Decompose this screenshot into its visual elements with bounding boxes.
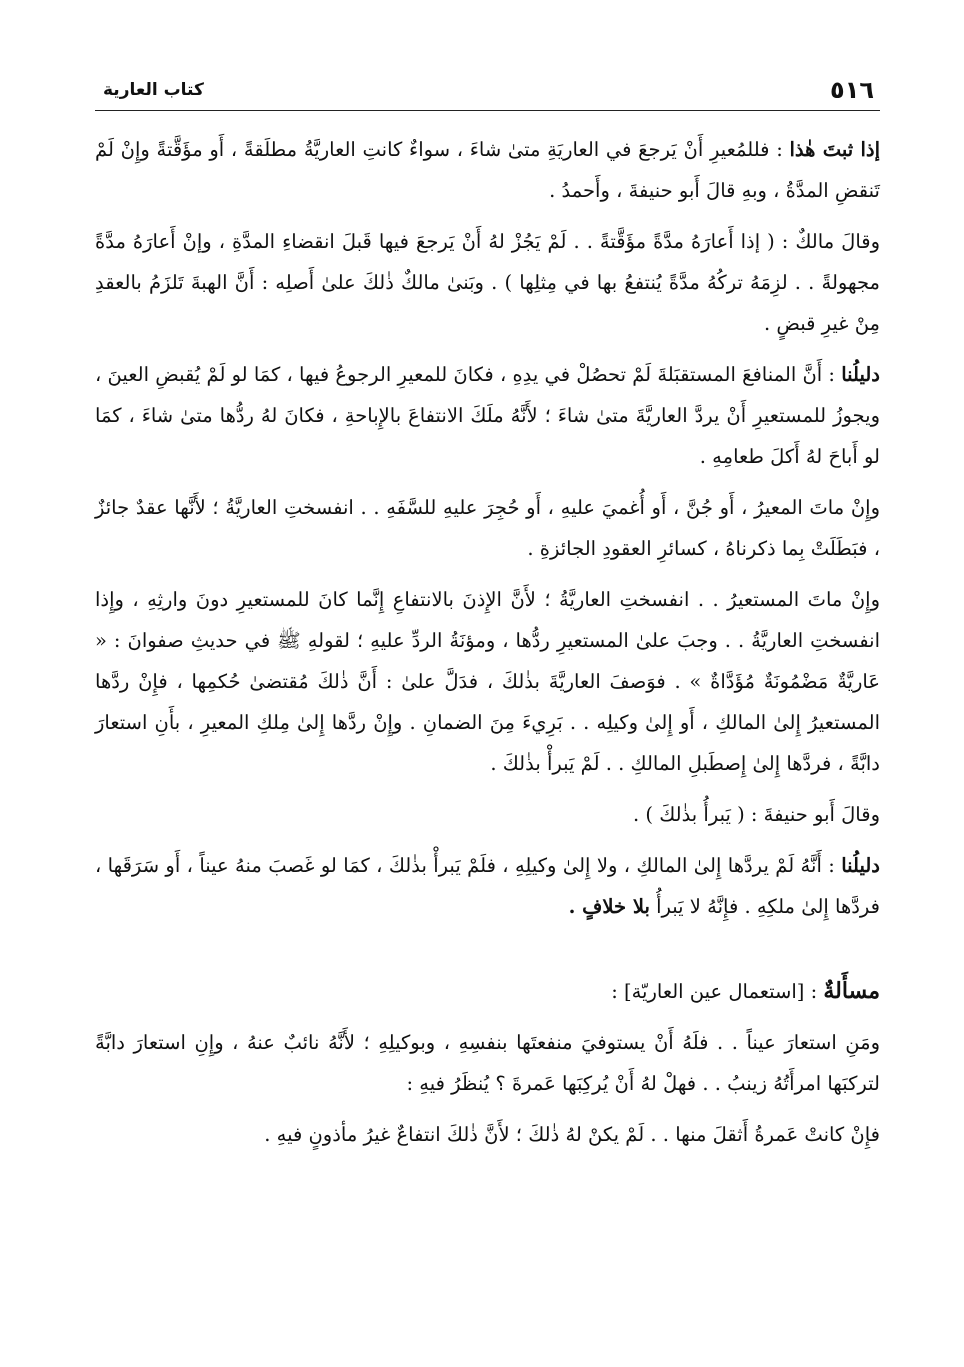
paragraph <box>95 354 880 477</box>
paragraph <box>95 794 880 835</box>
masala-title: : [استعمال عين العاريّة] : <box>611 980 824 1003</box>
running-title: كتاب العارية <box>103 80 204 100</box>
paragraph-text: فإِنْ كانتْ عَمرةُ أَثقلَ منها . . لَمْ يكنْ لهُ ذٰلكَ ؛ لأَنَّ ذٰلكَ انتفاعٌ غيرُ مأذونٍ فيهِ . <box>264 1123 880 1146</box>
paragraph <box>95 1114 880 1155</box>
paragraph <box>95 487 880 569</box>
paragraph-lead: دليلُنا <box>841 363 880 386</box>
paragraph-text: وإِنْ ماتَ المستعيرُ . . انفسختِ العاريَّةُ ؛ لأَنَّ الإِذنَ بالانتفاعِ إِنَّما كانَ للمستعيرِ دونَ وارثِهِ ، وإِذا انفسختِ العاريَّةُ . . وجبَ علىٰ المستعيرِ ردُّها ، ومؤنَةُ الردِّ عليهِ ؛ لقولهِ ﷺ في حديثِ صفوانَ : « عَاريَّةٌ مَضْمُونَةٌ مُؤَدَّاةٌ » . فوَصفَ العاريَّةَ بذٰلكَ ، فدَلَّ علىٰ : أَنَّ ذٰلكَ مُقتضىٰ حُكمِها ، فإِنْ ردَّها المستعيرُ إِلىٰ المالكِ ، أَو إِلىٰ وكيلِه . . بَرِيءَ مِنَ الضمانِ . وإِنْ ردَّها إِلىٰ مِلكِ المعيرِ ، بأَنِ استعارَ دابَّةً ، فردَّها إِلىٰ إِصطَبلِ المالكِ . . لَمْ يَبرأْ بذٰلكَ . <box>95 588 880 775</box>
paragraph-text: : أَنَّهُ لَمْ يردَّها إِلىٰ المالكِ ، ولا إِلىٰ وكيلِهِ ، فلَمْ يَبرأْ بذٰلكَ ، كمَا لو غَصبَ منهُ عيناً ، أَو سَرَقَها ، فردَّها إِلىٰ ملكِهِ . فإِنَّهُ لا يَبرأُ <box>95 854 880 918</box>
paragraph-lead: دليلُنا <box>841 854 880 877</box>
page-number: ٥١٦ <box>830 76 874 104</box>
page-body <box>95 111 880 1155</box>
paragraph-text: : أَنَّ المنافعَ المستقبَلةَ لَمْ تحصُلْ في يدِهِ ، فكانَ للمعيرِ الرجوعُ فيها ، كمَا لو لَمْ يُقبضِ العينَ ، ويجوزُ للمستعيرِ أَنْ يردَّ العاريَّةَ متىٰ شاءَ ؛ لأَنَّهُ ملَكَ الانتفاعَ بالإِباحةِ ، فكانَ لهُ ردُّها متىٰ شاءَ ، كمَا لو أَباحَ لهُ أَكلَ طعامِهِ . <box>95 363 880 468</box>
paragraph-text: وقالَ أَبو حنيفةَ : ( يَبرأُ بذٰلكَ ) . <box>632 803 880 826</box>
paragraph <box>95 129 880 211</box>
page-header <box>95 70 880 111</box>
paragraph-text: وقالَ مالكٌ : ( إذا أَعارَهُ مدَّةً مؤَقَّتةً . . لَمْ يَجُزْ لهُ أَنْ يَرجعَ فيها قَبلَ انقضاءِ المدَّةِ ، وإنْ أَعارَهُ مدَّةً مجهولةً . . لزِمَهُ تركُهُ مدَّةً يُنتفعُ بها في مِثلِها ) . وبَنىٰ مالكٌ ذٰلكَ علىٰ أَصلِه : أَنَّ الهبةَ تَلزَمُ بالعقدِ مِنْ غيرِ قبضٍ . <box>95 230 880 335</box>
paragraph-text: ومَنِ استعارَ عيناً . . فلَهُ أَنْ يستوفيَ منفعتَها بنفسِهِ ، وبوكيلِهِ ؛ لأَنَّهُ نائبٌ عنهُ ، وإِنِ استعارَ دابَّةً لتركبَها امرأَتُهُ زينبُ . . فهلْ لهُ أَنْ يُركِبَها عَمرةَ ؟ يُنظَرُ فيهِ : <box>95 1031 880 1095</box>
paragraph-lead: إذا ثبتَ هٰذا <box>789 138 880 161</box>
paragraph-text: وإِنْ ماتَ المعيرُ ، أَو جُنَّ ، أَو أُغميَ عليهِ ، أَو حُجِرَ عليهِ للسَّفَهِ . . انفسختِ العاريَّةُ ؛ لأَنَّها عقدٌ جائزٌ ، فبَطَلَتْ بِما ذكرناهُ ، كسائرِ العقودِ الجائزةِ . <box>95 496 880 560</box>
paragraph <box>95 221 880 344</box>
paragraph <box>95 579 880 784</box>
book-page <box>95 70 880 1165</box>
paragraph <box>95 1022 880 1104</box>
paragraph-bold-tail: بلا خلافٍ . <box>568 895 650 918</box>
section-heading <box>95 971 880 1012</box>
paragraph <box>95 845 880 927</box>
masala-label: مسأَلةٌ <box>823 978 880 1004</box>
paragraph-text: : فللمُعيرِ أَنْ يَرجعَ في العاريَةِ متىٰ شاءَ ، سواءٌ كانتِ العاريَّةُ مطلَقةً ، أَو مؤَقَّتةً وإِنْ لَمْ تَنقضِ المدَّةُ ، وبهِ قالَ أَبو حنيفةَ ، وأَحمدُ . <box>95 138 880 202</box>
